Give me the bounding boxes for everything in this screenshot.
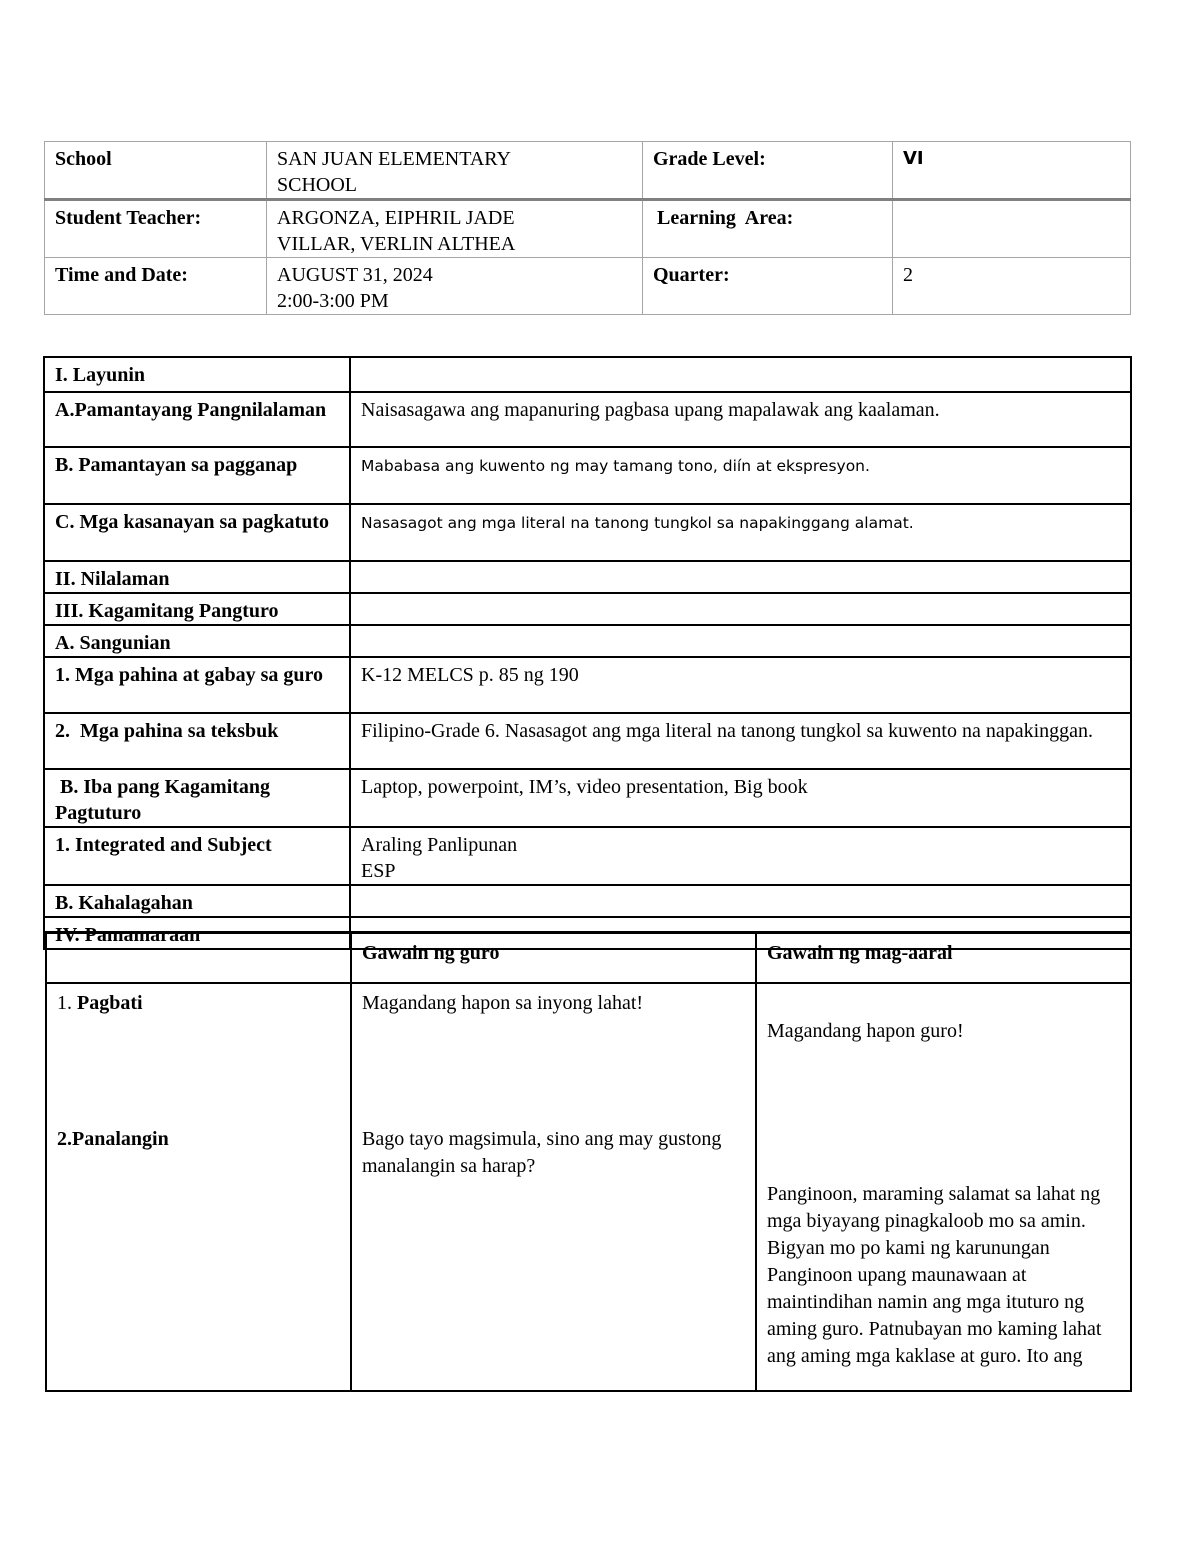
procedure-header-row xyxy=(46,933,1131,984)
plan-row-gabay-sa-guro xyxy=(44,657,1131,713)
plan-row-pamantayan-sa-pagganap xyxy=(44,447,1131,504)
header-row-time-date xyxy=(45,258,1131,315)
integrated-subject-line1: Araling Panlipunan xyxy=(361,834,518,856)
student-greeting: Magandang hapon guro! xyxy=(767,1020,964,1042)
quarter-label: Quarter: xyxy=(643,258,893,315)
time-date-label: Time and Date: xyxy=(45,258,267,315)
learning-area-label: Learning Area: xyxy=(643,200,893,258)
student-activity-cell xyxy=(756,983,1131,1391)
plan-label: 1. Integrated and Subject xyxy=(44,827,350,885)
time-date-value xyxy=(267,258,643,315)
plan-value xyxy=(350,593,1131,625)
plan-label: I. Layunin xyxy=(44,357,350,392)
plan-value xyxy=(350,357,1131,392)
student-activity-header: Gawain ng mag-aaral xyxy=(756,933,1131,984)
plan-row-kahalagahan xyxy=(44,885,1131,917)
school-value xyxy=(267,142,643,200)
plan-value: Nasasagot ang mga literal na tanong tungkol sa napakinggang alamat. xyxy=(350,504,1131,561)
integrated-subject-line2: ESP xyxy=(361,860,396,882)
plan-label: A. Sangunian xyxy=(44,625,350,657)
plan-value: Filipino-Grade 6. Nasasagot ang mga literal na tanong tungkol sa kuwento na napakinggan. xyxy=(350,713,1131,769)
procedure-step-header xyxy=(46,933,351,984)
step-pagbati xyxy=(57,990,340,1017)
step-pagbati-label: Pagbati xyxy=(77,992,143,1014)
quarter-value: 2 xyxy=(893,258,1131,315)
plan-value: Naisasagawa ang mapanuring pagbasa upang mapalawak ang kaalaman. xyxy=(350,392,1131,447)
header-info-table xyxy=(44,141,1131,315)
plan-value xyxy=(350,561,1131,593)
plan-label: B. Pamantayan sa pagganap xyxy=(44,447,350,504)
time-date-line2: 2:00-3:00 PM xyxy=(277,290,389,312)
grade-level-value: VI xyxy=(893,142,1131,200)
teacher-activity-cell xyxy=(351,983,756,1391)
student-teacher-value xyxy=(267,200,643,258)
plan-label: IV. Pamamaraan xyxy=(44,917,350,949)
plan-row-iba-pang-kagamitan xyxy=(44,769,1131,827)
plan-row-kasanayan-sa-pagkatuto xyxy=(44,504,1131,561)
teacher-prayer-prompt: Bago tayo magsimula, sino ang may gustong manalangin sa harap? xyxy=(362,1128,722,1177)
student-teacher-line1: ARGONZA, EIPHRIL JADE xyxy=(277,207,515,229)
plan-label: B. Iba pang Kagamitang Pagtuturo xyxy=(44,769,350,827)
procedure-body-row xyxy=(46,983,1131,1391)
school-value-line2: SCHOOL xyxy=(277,174,358,196)
plan-value: Laptop, powerpoint, IM’s, video presentation, Big book xyxy=(350,769,1131,827)
plan-value xyxy=(350,885,1131,917)
plan-label: 1. Mga pahina at gabay sa guro xyxy=(44,657,350,713)
plan-value: K-12 MELCS p. 85 ng 190 xyxy=(350,657,1131,713)
plan-value xyxy=(350,625,1131,657)
plan-row-pamantayang-pangnilalaman xyxy=(44,392,1131,447)
plan-value: Mababasa ang kuwento ng may tamang tono, diín at ekspresyon. xyxy=(350,447,1131,504)
plan-row-layunin xyxy=(44,357,1131,392)
header-row-school xyxy=(45,142,1131,200)
plan-label: C. Mga kasanayan sa pagkatuto xyxy=(44,504,350,561)
student-teacher-label: Student Teacher: xyxy=(45,200,267,258)
step-panalangin: 2.Panalangin xyxy=(57,1128,169,1150)
teacher-greeting: Magandang hapon sa inyong lahat! xyxy=(362,992,644,1014)
plan-row-integrated-subject xyxy=(44,827,1131,885)
school-label: School xyxy=(45,142,267,200)
student-teacher-line2: VILLAR, VERLIN ALTHEA xyxy=(277,233,516,255)
learning-area-value xyxy=(893,200,1131,258)
plan-label: II. Nilalaman xyxy=(44,561,350,593)
plan-row-sangunian xyxy=(44,625,1131,657)
school-value-line1: SAN JUAN ELEMENTARY xyxy=(277,148,511,170)
grade-level-label: Grade Level: xyxy=(643,142,893,200)
time-date-line1: AUGUST 31, 2024 xyxy=(277,264,433,286)
plan-label: A.Pamantayang Pangnilalaman xyxy=(44,392,350,447)
procedure-table xyxy=(45,931,1132,1392)
plan-row-teksbuk xyxy=(44,713,1131,769)
plan-row-kagamitang-pangturo xyxy=(44,593,1131,625)
plan-label: B. Kahalagahan xyxy=(44,885,350,917)
student-prayer: Panginoon, maraming salamat sa lahat ng mga biyayang pinagkaloob mo sa amin. Bigyan mo po kami ng karunungan Panginoon upang maunawaan at maintindihan namin ang mga ituturo ng aming guro. Patnubayan mo kaming lahat ang aming mga kaklase at guro. Ito ang xyxy=(767,1183,1102,1367)
lesson-plan-table xyxy=(43,356,1132,950)
plan-label: 2. Mga pahina sa teksbuk xyxy=(44,713,350,769)
procedure-steps-cell xyxy=(46,983,351,1391)
plan-value xyxy=(350,827,1131,885)
step-pagbati-number: 1. xyxy=(57,992,72,1014)
teacher-activity-header: Gawain ng guro xyxy=(351,933,756,984)
plan-label: III. Kagamitang Pangturo xyxy=(44,593,350,625)
plan-row-nilalaman xyxy=(44,561,1131,593)
header-row-student-teacher xyxy=(45,200,1131,258)
